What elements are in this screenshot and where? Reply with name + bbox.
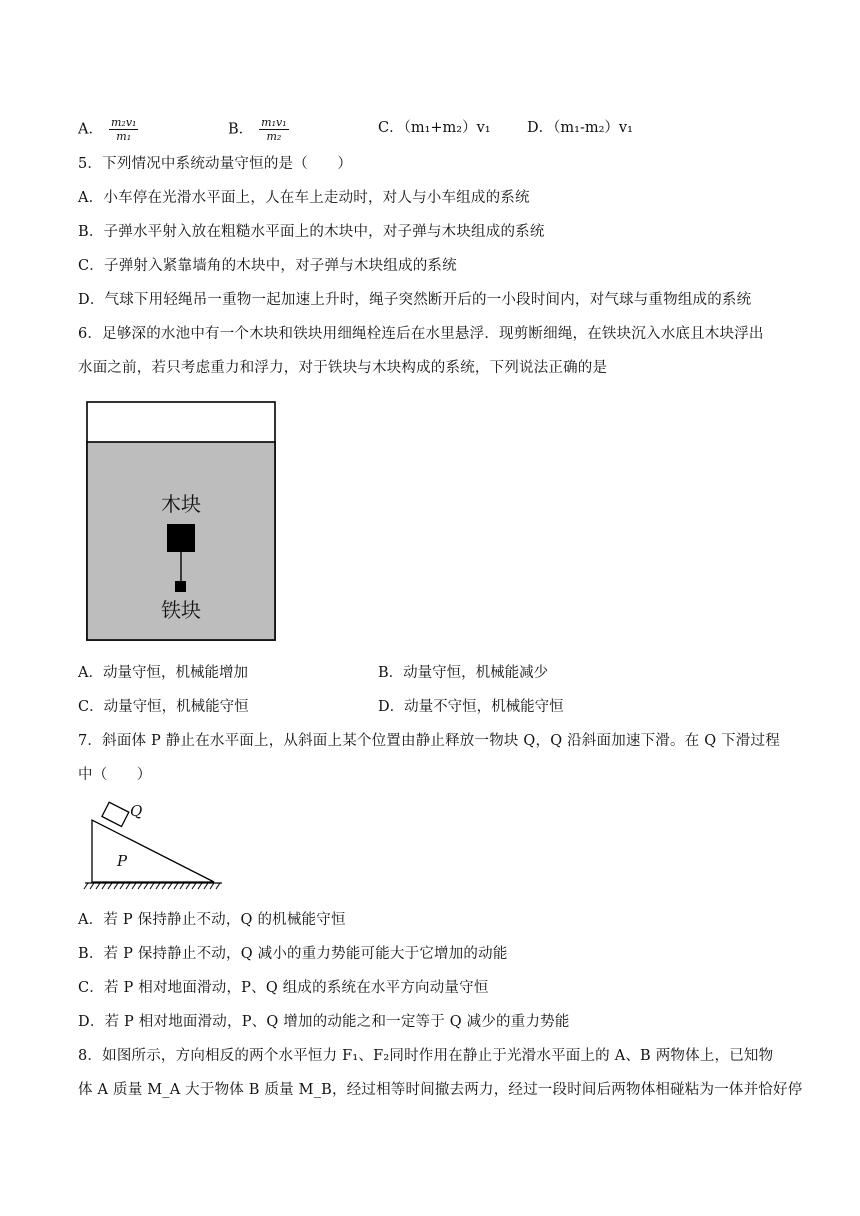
block-q — [102, 802, 129, 826]
q7-option-b: B．若 P 保持静止不动，Q 减小的重力势能可能大于它增加的动能 — [78, 946, 508, 962]
wood-label: 木块 — [161, 492, 201, 516]
q4-option-c: C．（m₁+m₂）v₁ — [378, 120, 491, 136]
q8-stem-line1: 8．如图所示，方向相反的两个水平恒力 F₁、F₂同时作用在静止于光滑水平面上的 A、B 两物体上，已知物 — [78, 1048, 774, 1064]
iron-block — [175, 581, 186, 592]
q7-stem-line1: 7．斜面体 P 静止在水平面上，从斜面上某个位置由静止释放一物块 Q，Q 沿斜面加速下滑。在 Q 下滑过程 — [78, 733, 780, 749]
ground-hatch — [84, 883, 220, 889]
q6-option-c: C．动量守恒，机械能守恒 — [78, 699, 249, 715]
q4-option-d: D．（m₁-m₂）v₁ — [527, 120, 633, 136]
q5-option-a: A．小车停在光滑水平面上，人在车上走动时，对人与小车组成的系统 — [78, 190, 530, 206]
q8-stem-line2: 体 A 质量 M_A 大于物体 B 质量 M_B，经过相等时间撤去两力，经过一段时间后两物体相碰粘为一体并恰好停 — [78, 1082, 803, 1098]
q6-stem-line2: 水面之前，若只考虑重力和浮力，对于铁块与木块构成的系统，下列说法正确的是 — [78, 360, 608, 376]
q5-option-c: C．子弹射入紧靠墙角的木块中，对子弹与木块组成的系统 — [78, 258, 457, 274]
q7-option-a: A．若 P 保持静止不动，Q 的机械能守恒 — [78, 912, 346, 928]
q6-option-d: D．动量不守恒，机械能守恒 — [378, 699, 564, 715]
q7-figure — [82, 800, 227, 892]
fraction: $\frac{\text{m₁v₁}}{\text{m₂}}$ — [261, 116, 287, 143]
q7-option-d: D．若 P 相对地面滑动，P、Q 增加的动能之和一定等于 Q 减少的重力势能 — [78, 1014, 570, 1030]
q4-option-a: A． $\frac{\text{m₂v₁}}{\text{m₁}}$ — [78, 116, 137, 143]
q6-option-b: B．动量守恒，机械能减少 — [378, 665, 549, 681]
label-p: P — [117, 852, 128, 870]
wood-block — [167, 524, 195, 552]
fraction: $\frac{\text{m₂v₁}}{\text{m₁}}$ — [110, 116, 137, 143]
iron-label: 铁块 — [161, 598, 201, 622]
q6-stem-line1: 6．足够深的水池中有一个木块和铁块用细绳栓连后在水里悬浮．现剪断细绳，在铁块沉入水底且木块浮出 — [78, 326, 764, 342]
incline-p — [92, 820, 214, 882]
q5-option-b: B．子弹水平射入放在粗糙水平面上的木块中，对子弹与木块组成的系统 — [78, 224, 545, 240]
q7-option-c: C．若 P 相对地面滑动，P、Q 组成的系统在水平方向动量守恒 — [78, 980, 489, 996]
q5-stem: 5．下列情况中系统动量守恒的是（ ） — [78, 156, 353, 172]
q5-option-d: D．气球下用轻绳吊一重物一起加速上升时，绳子突然断开后的一小段时间内，对气球与重物组成的系统 — [78, 292, 752, 308]
q6-option-a: A．动量守恒，机械能增加 — [78, 665, 248, 681]
label-q: Q — [130, 802, 143, 820]
q4-option-b: B． $\frac{\text{m₁v₁}}{\text{m₂}}$ — [228, 116, 287, 143]
q6-figure — [86, 401, 278, 643]
q7-stem-line2: 中（ ） — [78, 767, 152, 783]
